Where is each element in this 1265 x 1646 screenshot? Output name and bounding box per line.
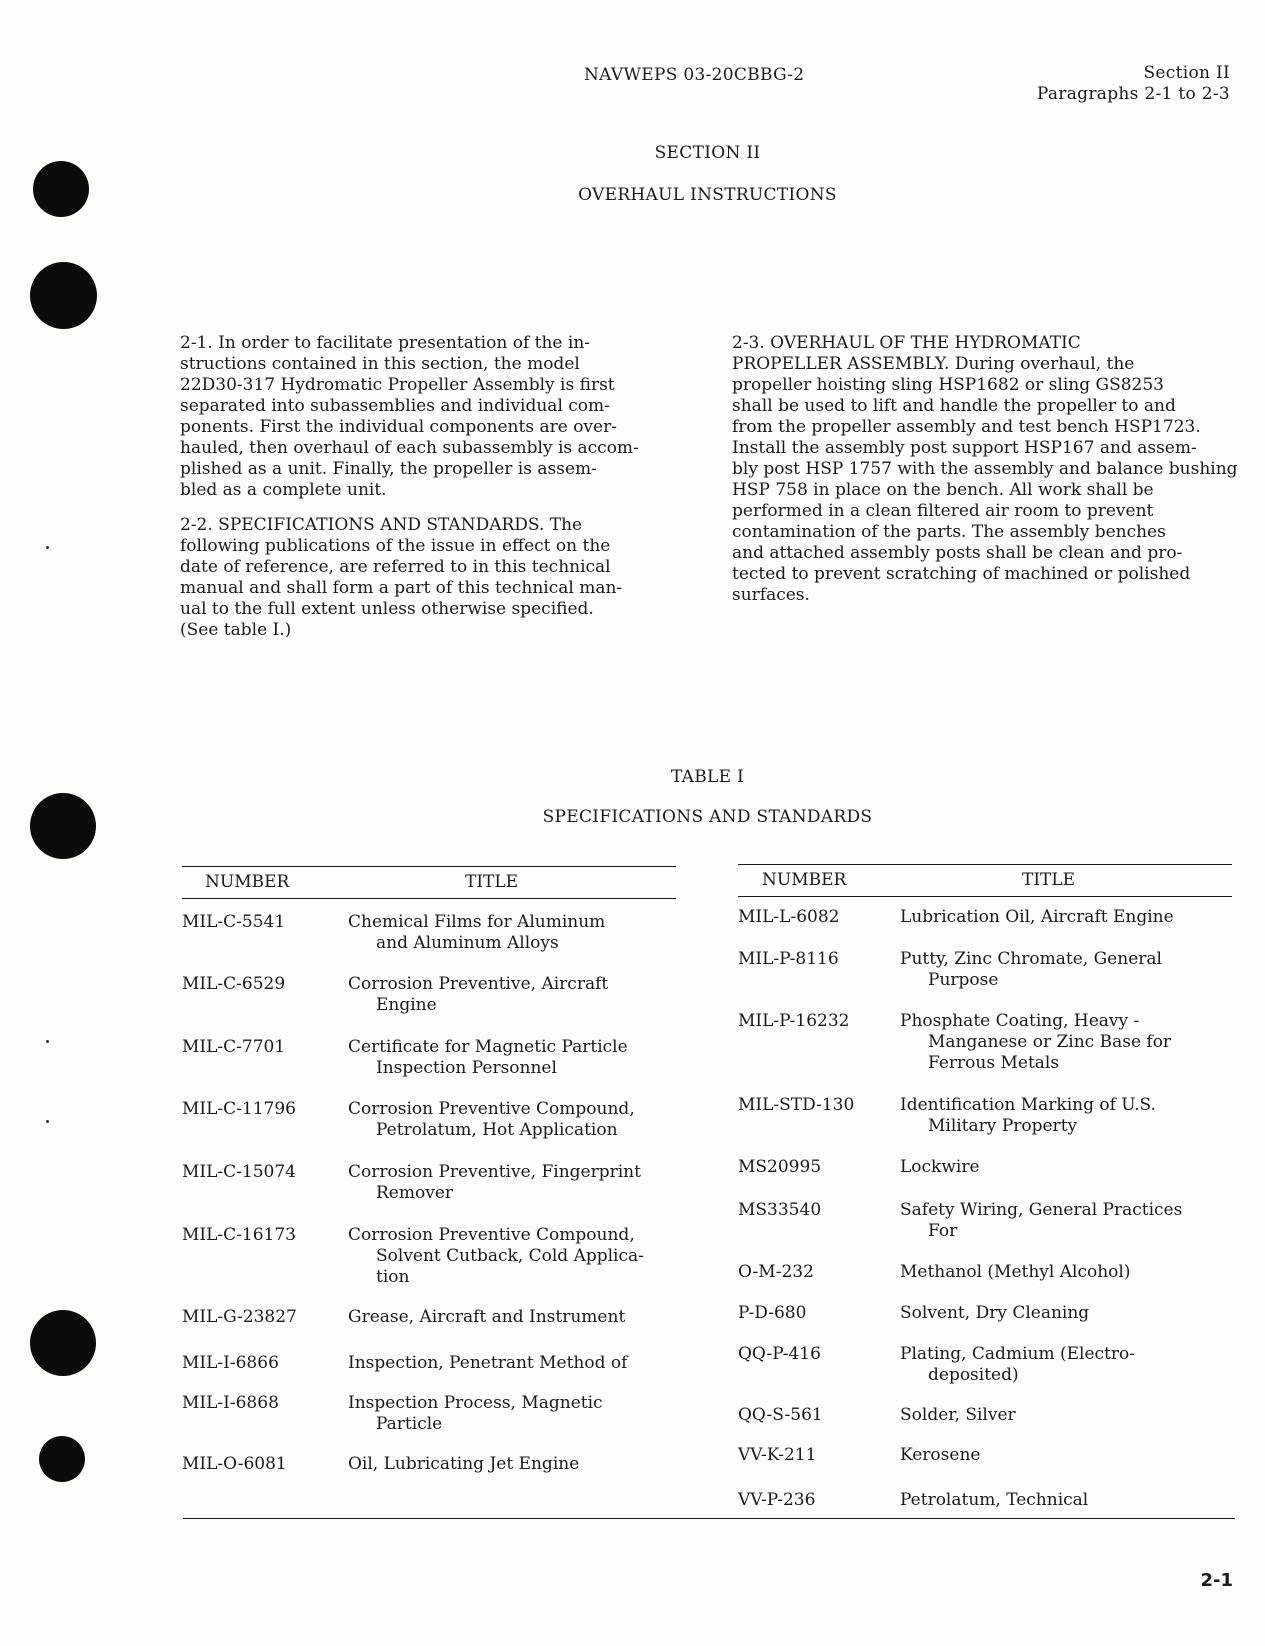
binder-dot [46, 1120, 49, 1123]
punch-hole [30, 262, 97, 329]
table-header [738, 862, 1232, 896]
col-header-title: TITLE [465, 872, 519, 892]
section-title: SECTION II [654, 143, 761, 163]
page-number: 2-1 [1200, 1570, 1233, 1591]
binder-dot [46, 1040, 49, 1043]
left-column [180, 333, 670, 655]
punch-hole [30, 1310, 96, 1376]
table-title: SPECIFICATIONS AND STANDARDS [542, 807, 873, 827]
spec-table-left: NUMBER TITLE MIL-C-5541 Chemical Films for Aluminum and Aluminum Alloys MIL-C-6529 Corrosion Preventive, Aircraft Engine MIL-C-7701 Certificate for Magnetic Particle Inspection Personnel MIL-C-11796 Corrosion Preventive Compound, Petrolatum, Hot Application MIL-C-15074 Corrosion Preventive, Fingerprint Remover MIL-C-16173 Corrosion Preventive Compound, Solvent Cutback, Cold Applica- tion MIL-G-23827 Grease, Aircraft and Instrument MIL-I-6866 Inspection, Penetrant Method of MIL-I-6868 Inspection Process, Magnetic Particle MIL-O-6081 Oil, Lubricating Jet Engine [182, 864, 676, 898]
table-rule-head-left [182, 898, 676, 899]
section-label: Section II [1143, 63, 1230, 83]
paragraphs-label: Paragraphs 2-1 to 2-3 [1036, 84, 1230, 104]
section-subtitle: OVERHAUL INSTRUCTIONS [578, 185, 837, 205]
table-header [182, 864, 676, 898]
spec-table-right: NUMBER TITLE MIL-L-6082 Lubrication Oil, Aircraft Engine MIL-P-8116 Putty, Zinc Chromate, General Purpose MIL-P-16232 Phosphate Coating, Heavy - Manganese or Zinc Base for Ferrous Metals MIL-STD-130 Identification Marking of U.S. Military Property MS20995 Lockwire MS33540 Safety Wiring, General Practices For O-M-232 Methanol (Methyl Alcohol) P-D-680 Solvent, Dry Cleaning QQ-P-416 Plating, Cadmium (Electro- deposited) QQ-S-561 Solder, Silver VV-K-211 Kerosene VV-P-236 Petrolatum, Technical [738, 862, 1232, 896]
right-column [732, 333, 1252, 620]
paragraph-2-1: 2-1. In order to facilitate presentation of the in- structions contained in this section, the model 22D30-317 Hydromatic Propeller Assembly is first separated into subassemblies and individual com- ponents. First the individual components are over- hauled, then overhaul of each subassembly is accom- plished as a unit. Finally, the propeller is assem- bled as a complete unit. [180, 333, 639, 500]
table-rule-bottom [183, 1518, 1235, 1519]
punch-hole [39, 1436, 85, 1482]
col-header-number: NUMBER [205, 872, 290, 892]
binder-dot [46, 546, 49, 549]
col-header-title: TITLE [1022, 870, 1076, 890]
col-header-number: NUMBER [762, 870, 847, 890]
paragraph-2-2: 2-2. SPECIFICATIONS AND STANDARDS. The following publications of the issue in effect on the date of reference, are referred to in this technical manual and shall form a part of this technical man- ual to the full extent unless otherwise specified. (See table I.) [180, 515, 623, 640]
table-label: TABLE I [670, 767, 745, 787]
doc-number: NAVWEPS 03-20CBBG-2 [584, 65, 805, 85]
table-rule-head-right [738, 896, 1232, 897]
paragraph-2-3: 2-3. OVERHAUL OF THE HYDROMATIC PROPELLER ASSEMBLY. During overhaul, the propeller hoisting sling HSP1682 or sling GS8253 shall be used to lift and handle the propeller to and from the propeller assembly and test bench HSP1723. Install the assembly post support HSP167 and assem- bly post HSP 1757 with the assembly and balance bushing HSP 758 in place on the bench. All work shall be performed in a clean filtered air room to prevent contamination of the parts. The assembly benches and attached assembly posts shall be clean and pro- tected to prevent scratching of machined or polished surfaces. [732, 333, 1238, 605]
